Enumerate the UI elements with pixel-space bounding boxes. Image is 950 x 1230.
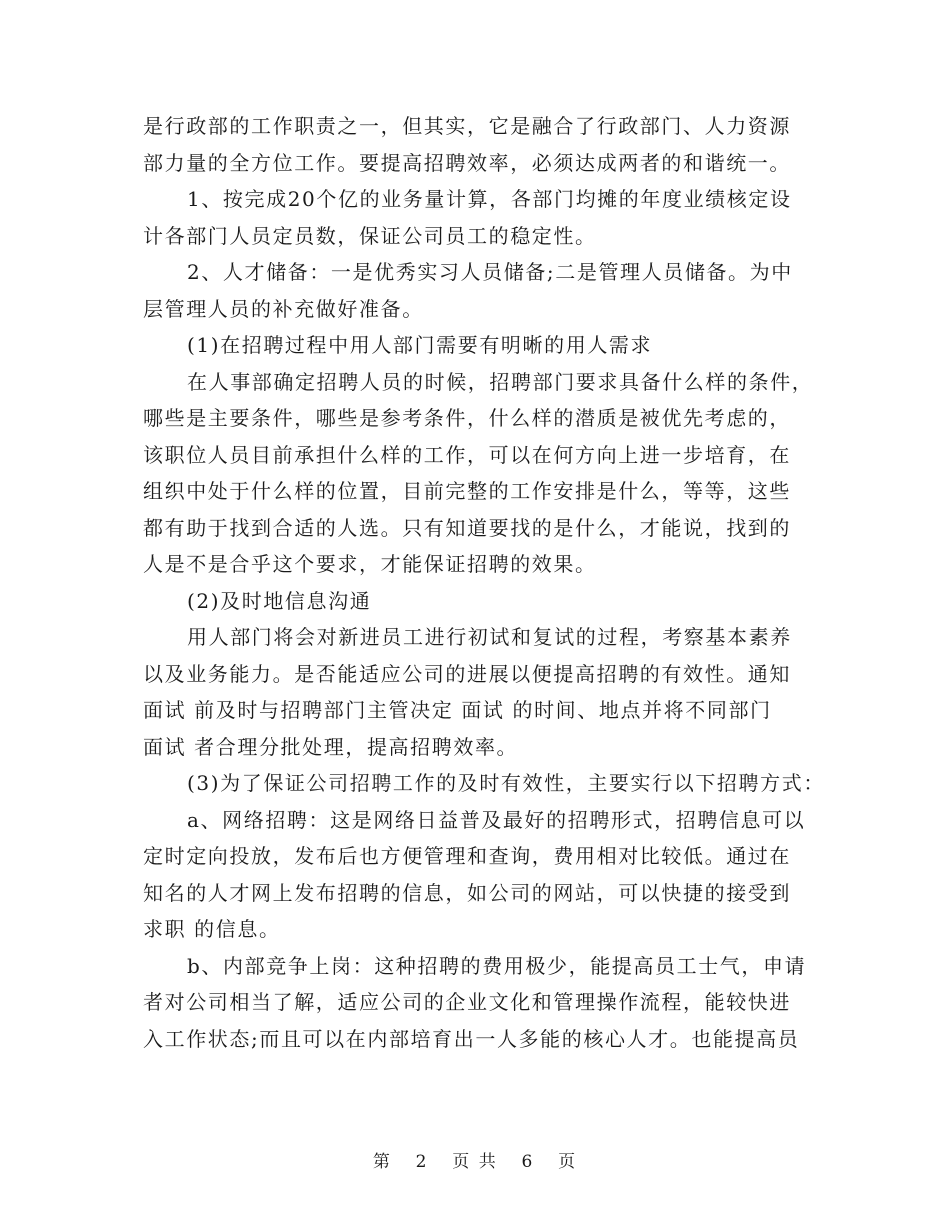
text-line: 以及业务能力。是否能适应公司的进展以便提高招聘的有效性。通知 [143,661,791,686]
footer-middle: 页 共 [452,1152,498,1172]
text-line: 定时定向投放，发布后也方便管理和查询，费用相对比较低。通过在 [143,844,791,868]
text-line: 1、按完成20个亿的业务量计算，各部门均摊的年度业绩核定设 [187,187,792,211]
text-line: 都有助于找到合适的人选。只有知道要找的是什么，才能说，找到的 [143,515,791,540]
text-line: 计各部门人员定员数，保证公司员工的稳定性。 [143,223,597,248]
text-line: (2)及时地信息沟通 [187,588,372,613]
text-line: 部力量的全方位工作。要提高招聘效率，必须达成两者的和谐统一。 [143,150,791,175]
text-line: 求职 的信息。 [143,917,281,941]
page-footer [0,1147,950,1172]
text-line: 知名的人才网上发布招聘的信息，如公司的网站，可以快捷的接受到 [143,880,791,905]
document-body [143,108,825,1057]
footer-prefix: 第 [372,1152,392,1172]
footer-suffix: 页 [558,1152,578,1172]
text-line: 2、人才储备：一是优秀实习人员储备;二是管理人员储备。为中 [187,260,793,284]
text-line: (1)在招聘过程中用人部门需要有明晰的用人需求 [187,333,653,357]
text-line: b、内部竞争上岗：这种招聘的费用极少，能提高员工士气，申请 [187,953,807,978]
text-line: 是行政部的工作职责之一，但其实，它是融合了行政部门、人力资源 [143,114,791,138]
text-line: 者对公司相当了解，适应公司的企业文化和管理操作流程，能较快进 [143,990,791,1014]
text-line: (3)为了保证公司招聘工作的及时有效性，主要实行以下招聘方式： [187,771,825,795]
text-line: 用人部门将会对新进员工进行初试和复试的过程，考察基本素养 [187,625,792,649]
text-line: a、网络招聘：这是网络日益普及最好的招聘形式，招聘信息可以 [187,807,806,832]
text-line: 该职位人员目前承担什么样的工作，可以在何方向上进一步培育，在 [143,442,791,467]
text-line: 面试 者合理分批处理，提高招聘效率。 [143,734,519,759]
text-line: 组织中处于什么样的位置，目前完整的工作安排是什么，等等，这些 [143,479,791,503]
text-line: 哪些是主要条件，哪些是参考条件，什么样的潜质是被优先考虑的， [143,406,791,430]
footer-total-pages: 6 [521,1152,535,1172]
footer-page-number: 2 [415,1152,429,1172]
text-line: 入工作状态;而且可以在内部培育出一人多能的核心人才。也能提高员 [143,1026,800,1051]
text-line: 在人事部确定招聘人员的时候，招聘部门要求具备什么样的条件， [187,369,814,394]
text-line: 人是不是合乎这个要求，才能保证招聘的效果。 [143,552,597,576]
text-line: 面试 前及时与招聘部门主管决定 面试 的时间、地点并将不同部门 [143,698,772,722]
text-line: 层管理人员的补充做好准备。 [143,296,424,321]
